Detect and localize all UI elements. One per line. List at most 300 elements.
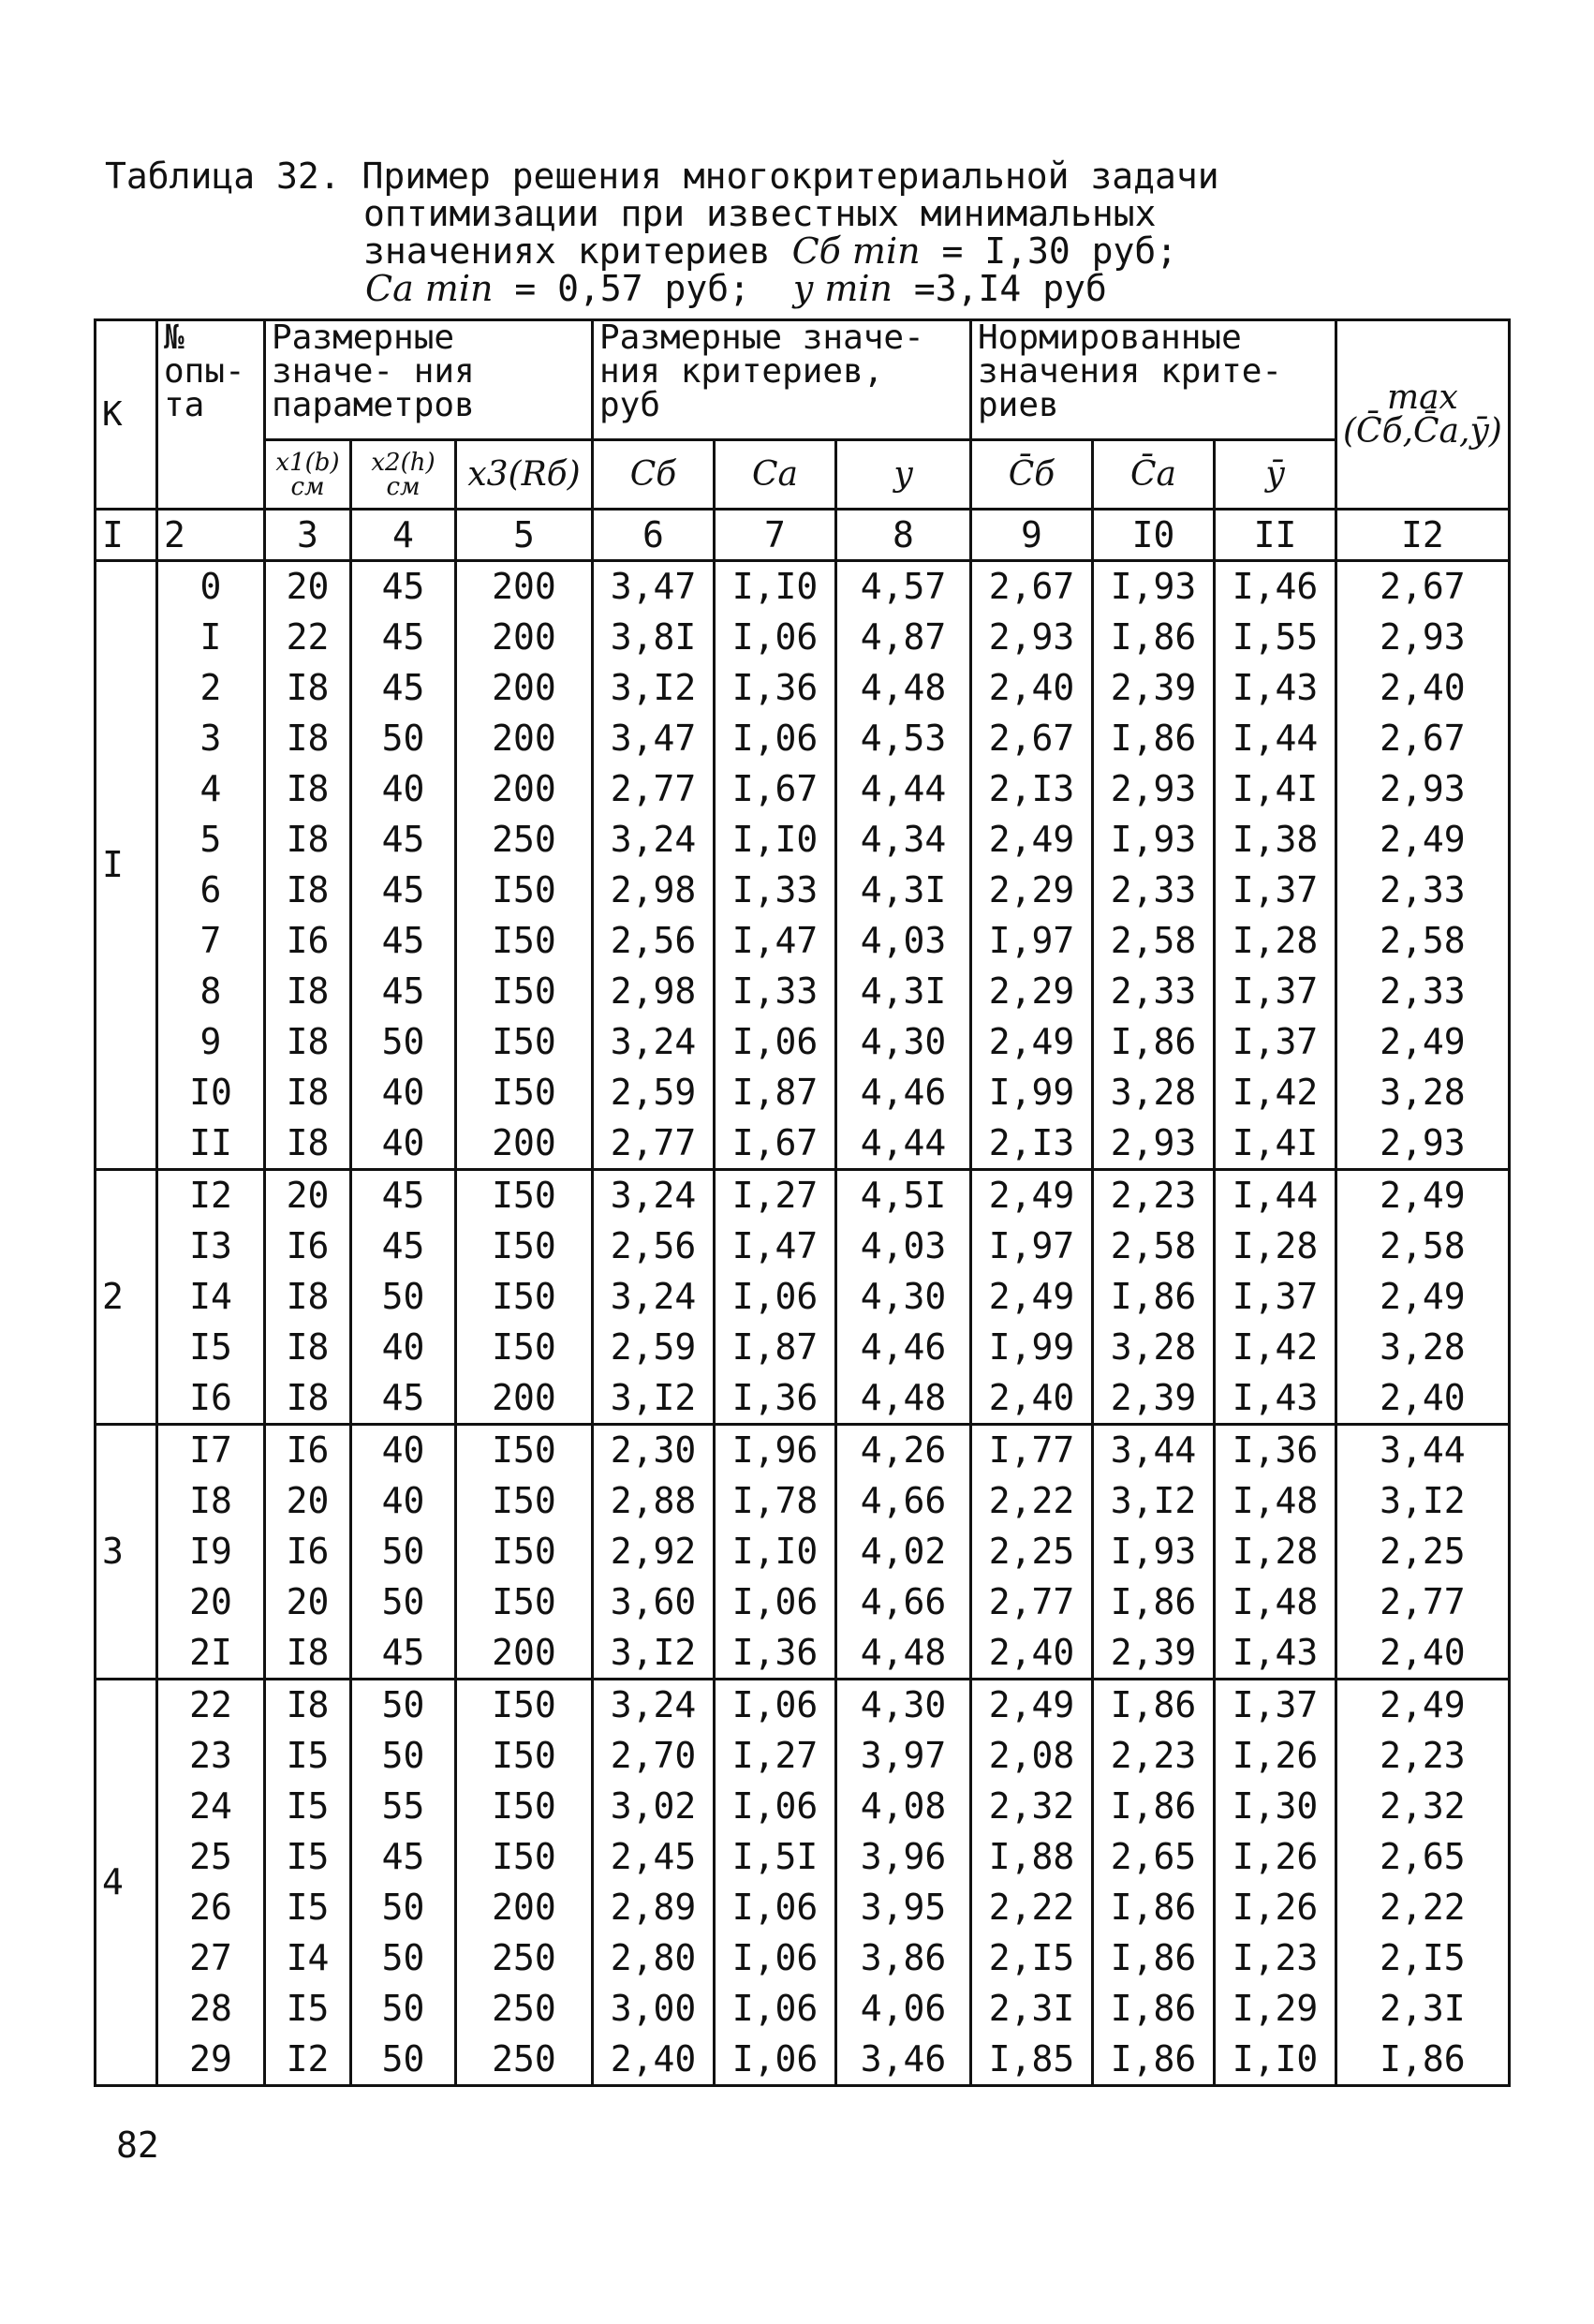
value-cell: 2,40: [1336, 663, 1510, 714]
value-cell: I,78: [715, 1476, 836, 1527]
value-cell: 3,24: [593, 1017, 715, 1068]
table-row: [96, 1782, 1510, 1832]
value-cell: 4,66: [836, 1577, 971, 1628]
value-cell: I,86: [1093, 1272, 1215, 1323]
value-cell: I,4I: [1215, 1118, 1336, 1170]
value-cell: I,85: [971, 2035, 1093, 2086]
value-cell: 2,33: [1093, 967, 1215, 1017]
value-cell: 2,49: [1336, 1272, 1510, 1323]
value-cell: 40: [351, 764, 456, 815]
value-cell: 2,40: [971, 1628, 1093, 1680]
value-cell: 3,96: [836, 1832, 971, 1883]
value-cell: 4,87: [836, 613, 971, 663]
value-cell: I,I0: [715, 561, 836, 613]
value-cell: 2,93: [1093, 764, 1215, 815]
value-cell: 2,33: [1093, 866, 1215, 916]
value-cell: 2,65: [1336, 1832, 1510, 1883]
value-cell: 2,I5: [1336, 1933, 1510, 1984]
col-num: I2: [1336, 510, 1510, 561]
table-row: [96, 561, 1510, 613]
value-cell: I,06: [715, 1933, 836, 1984]
value-cell: I,26: [1215, 1832, 1336, 1883]
value-cell: 45: [351, 1373, 456, 1425]
value-cell: I,44: [1215, 714, 1336, 764]
value-cell: I,I0: [1215, 2035, 1336, 2086]
value-cell: I50: [456, 967, 593, 1017]
value-cell: I,99: [971, 1323, 1093, 1373]
value-cell: 3,44: [1336, 1425, 1510, 1476]
header-k: К: [96, 320, 157, 510]
header-group-params: Размерные значе- ния параметров: [265, 320, 593, 440]
table-row: [96, 1984, 1510, 2035]
value-cell: I,06: [715, 1577, 836, 1628]
value-cell: 4,46: [836, 1068, 971, 1118]
value-cell: 2,93: [1336, 764, 1510, 815]
value-cell: I,27: [715, 1731, 836, 1782]
value-cell: I,06: [715, 613, 836, 663]
value-cell: 200: [456, 561, 593, 613]
exp-number-cell: 28: [157, 1984, 265, 2035]
value-cell: 50: [351, 2035, 456, 2086]
value-cell: I,28: [1215, 1527, 1336, 1577]
table-row: [96, 1272, 1510, 1323]
table-row: [96, 1017, 1510, 1068]
table-row: [96, 1476, 1510, 1527]
value-cell: 4,5I: [836, 1170, 971, 1221]
value-cell: I8: [265, 815, 351, 866]
value-cell: 2,23: [1093, 1731, 1215, 1782]
value-cell: 50: [351, 1527, 456, 1577]
value-cell: 40: [351, 1118, 456, 1170]
value-cell: 4,48: [836, 1373, 971, 1425]
exp-number-cell: 4: [157, 764, 265, 815]
value-cell: 50: [351, 714, 456, 764]
value-cell: 200: [456, 764, 593, 815]
value-cell: 45: [351, 1221, 456, 1272]
table-row: [96, 1832, 1510, 1883]
value-cell: 2,22: [1336, 1883, 1510, 1933]
value-cell: I,36: [715, 1628, 836, 1680]
value-cell: I,86: [1093, 1680, 1215, 1731]
value-cell: 4,03: [836, 1221, 971, 1272]
value-cell: 4,53: [836, 714, 971, 764]
value-cell: 4,03: [836, 916, 971, 967]
value-cell: 2,58: [1336, 916, 1510, 967]
value-cell: 3,44: [1093, 1425, 1215, 1476]
value-cell: 3,24: [593, 815, 715, 866]
value-cell: 250: [456, 2035, 593, 2086]
value-cell: 3,47: [593, 714, 715, 764]
value-cell: I,28: [1215, 1221, 1336, 1272]
value-cell: I,93: [1093, 561, 1215, 613]
value-cell: I,43: [1215, 663, 1336, 714]
value-cell: I6: [265, 1425, 351, 1476]
table-row: [96, 1118, 1510, 1170]
value-cell: I,36: [1215, 1425, 1336, 1476]
value-cell: 3,24: [593, 1272, 715, 1323]
value-cell: 4,06: [836, 1984, 971, 2035]
value-cell: I,87: [715, 1068, 836, 1118]
value-cell: 2,67: [971, 561, 1093, 613]
value-cell: I50: [456, 1425, 593, 1476]
value-cell: 2,33: [1336, 866, 1510, 916]
value-cell: I,28: [1215, 916, 1336, 967]
value-cell: 2,23: [1093, 1170, 1215, 1221]
value-cell: I,33: [715, 967, 836, 1017]
caption-line-4: [105, 270, 1219, 307]
table-row: [96, 764, 1510, 815]
value-cell: I5: [265, 1782, 351, 1832]
value-cell: I,87: [715, 1323, 836, 1373]
value-cell: 2,08: [971, 1731, 1093, 1782]
value-cell: 3,I2: [1336, 1476, 1510, 1527]
header-cb-norm: C̄б: [971, 440, 1093, 510]
value-cell: I,42: [1215, 1068, 1336, 1118]
value-cell: 2,39: [1093, 663, 1215, 714]
value-cell: 2,49: [1336, 1170, 1510, 1221]
value-cell: 2,77: [1336, 1577, 1510, 1628]
value-cell: I50: [456, 1170, 593, 1221]
table-row: [96, 613, 1510, 663]
value-cell: I8: [265, 1068, 351, 1118]
table-row: [96, 866, 1510, 916]
value-cell: 2,58: [1093, 1221, 1215, 1272]
value-cell: 4,48: [836, 1628, 971, 1680]
value-cell: I50: [456, 1782, 593, 1832]
value-cell: 2,25: [1336, 1527, 1510, 1577]
value-cell: I,26: [1215, 1883, 1336, 1933]
value-cell: I50: [456, 1323, 593, 1373]
value-cell: 2,56: [593, 1221, 715, 1272]
value-cell: 45: [351, 663, 456, 714]
value-cell: 3,95: [836, 1883, 971, 1933]
value-cell: 2,40: [1336, 1373, 1510, 1425]
table-row: [96, 916, 1510, 967]
value-cell: I50: [456, 1577, 593, 1628]
value-cell: I,67: [715, 764, 836, 815]
value-cell: 45: [351, 1832, 456, 1883]
table-row: [96, 1883, 1510, 1933]
value-cell: 3,I2: [593, 1628, 715, 1680]
results-table: [94, 318, 1511, 2087]
value-cell: I50: [456, 1017, 593, 1068]
value-cell: I6: [265, 1221, 351, 1272]
exp-number-cell: 7: [157, 916, 265, 967]
value-cell: I8: [265, 967, 351, 1017]
value-cell: 3,02: [593, 1782, 715, 1832]
table-caption: [105, 157, 1219, 307]
value-cell: 45: [351, 815, 456, 866]
col-num: II: [1215, 510, 1336, 561]
col-num: 7: [715, 510, 836, 561]
value-cell: 45: [351, 1170, 456, 1221]
value-cell: 50: [351, 1984, 456, 2035]
exp-number-cell: I9: [157, 1527, 265, 1577]
value-cell: 2,93: [1336, 613, 1510, 663]
value-cell: I,06: [715, 1883, 836, 1933]
value-cell: 2,59: [593, 1068, 715, 1118]
header-cb: Cб: [593, 440, 715, 510]
cb-min-symbol: Cб min: [791, 230, 921, 272]
value-cell: 200: [456, 613, 593, 663]
value-cell: 4,08: [836, 1782, 971, 1832]
header-x3: x3(Rб): [456, 440, 593, 510]
value-cell: I50: [456, 1680, 593, 1731]
value-cell: I,77: [971, 1425, 1093, 1476]
value-cell: I,4I: [1215, 764, 1336, 815]
value-cell: 2,67: [1336, 714, 1510, 764]
header-row-groups: [96, 320, 1510, 440]
value-cell: 2,49: [1336, 1017, 1510, 1068]
value-cell: I4: [265, 1933, 351, 1984]
value-cell: I,86: [1093, 1782, 1215, 1832]
value-cell: I,42: [1215, 1323, 1336, 1373]
value-cell: 2,98: [593, 967, 715, 1017]
value-cell: 50: [351, 1883, 456, 1933]
value-cell: I,06: [715, 714, 836, 764]
value-cell: 2,49: [971, 1017, 1093, 1068]
value-cell: 2,33: [1336, 967, 1510, 1017]
value-cell: I50: [456, 1068, 593, 1118]
value-cell: 2,29: [971, 866, 1093, 916]
value-cell: I,38: [1215, 815, 1336, 866]
value-cell: 4,66: [836, 1476, 971, 1527]
table-row: [96, 1323, 1510, 1373]
value-cell: I,86: [1093, 2035, 1215, 2086]
value-cell: 4,26: [836, 1425, 971, 1476]
value-cell: 4,44: [836, 1118, 971, 1170]
value-cell: I,26: [1215, 1731, 1336, 1782]
value-cell: I8: [265, 714, 351, 764]
value-cell: 2,49: [971, 1170, 1093, 1221]
table-row: [96, 1373, 1510, 1425]
value-cell: 4,02: [836, 1527, 971, 1577]
header-y: y: [836, 440, 971, 510]
value-cell: I8: [265, 764, 351, 815]
exp-number-cell: 25: [157, 1832, 265, 1883]
value-cell: 40: [351, 1068, 456, 1118]
y-min-value: =3,I4 руб: [913, 268, 1107, 309]
value-cell: I8: [265, 1373, 351, 1425]
value-cell: 4,3I: [836, 866, 971, 916]
value-cell: 2,39: [1093, 1373, 1215, 1425]
value-cell: 20: [265, 1476, 351, 1527]
value-cell: 2,65: [1093, 1832, 1215, 1883]
exp-number-cell: 5: [157, 815, 265, 866]
value-cell: 3,47: [593, 561, 715, 613]
value-cell: I8: [265, 1628, 351, 1680]
value-cell: 2,77: [971, 1577, 1093, 1628]
value-cell: 2,22: [971, 1883, 1093, 1933]
value-cell: I50: [456, 1221, 593, 1272]
header-ca-norm: C̄a: [1093, 440, 1215, 510]
value-cell: 2,88: [593, 1476, 715, 1527]
exp-number-cell: I8: [157, 1476, 265, 1527]
col-num: 4: [351, 510, 456, 561]
value-cell: 4,30: [836, 1017, 971, 1068]
value-cell: 45: [351, 613, 456, 663]
value-cell: 250: [456, 1984, 593, 2035]
value-cell: 2,40: [971, 663, 1093, 714]
value-cell: I,86: [1093, 714, 1215, 764]
value-cell: 3,00: [593, 1984, 715, 2035]
exp-number-cell: I2: [157, 1170, 265, 1221]
value-cell: I,36: [715, 663, 836, 714]
table-row: [96, 1577, 1510, 1628]
value-cell: 3,8I: [593, 613, 715, 663]
col-num: 3: [265, 510, 351, 561]
value-cell: 2,32: [1336, 1782, 1510, 1832]
value-cell: 45: [351, 866, 456, 916]
value-cell: I8: [265, 1017, 351, 1068]
table-row: [96, 1628, 1510, 1680]
header-exp-no: № опы- та: [157, 320, 265, 510]
value-cell: 200: [456, 1628, 593, 1680]
exp-number-cell: II: [157, 1118, 265, 1170]
exp-number-cell: 20: [157, 1577, 265, 1628]
y-min-symbol: y min: [792, 268, 893, 309]
value-cell: I,23: [1215, 1933, 1336, 1984]
value-cell: 3,I2: [593, 1373, 715, 1425]
value-cell: 200: [456, 1118, 593, 1170]
exp-number-cell: 8: [157, 967, 265, 1017]
value-cell: 2,49: [1336, 1680, 1510, 1731]
caption-line-3: [105, 232, 1219, 270]
value-cell: I,48: [1215, 1476, 1336, 1527]
value-cell: 2,32: [971, 1782, 1093, 1832]
value-cell: I2: [265, 2035, 351, 2086]
value-cell: I,5I: [715, 1832, 836, 1883]
value-cell: I5: [265, 1832, 351, 1883]
value-cell: 45: [351, 967, 456, 1017]
value-cell: I,99: [971, 1068, 1093, 1118]
value-cell: 3,60: [593, 1577, 715, 1628]
value-cell: I50: [456, 1832, 593, 1883]
value-cell: 3,97: [836, 1731, 971, 1782]
value-cell: 2,77: [593, 764, 715, 815]
value-cell: I,37: [1215, 967, 1336, 1017]
value-cell: 2,40: [1336, 1628, 1510, 1680]
value-cell: I,97: [971, 1221, 1093, 1272]
table-row: [96, 815, 1510, 866]
caption-line-2: оптимизации при известных минимальных: [363, 193, 1157, 234]
value-cell: I8: [265, 1323, 351, 1373]
value-cell: 4,30: [836, 1272, 971, 1323]
value-cell: I,06: [715, 1680, 836, 1731]
exp-number-cell: 23: [157, 1731, 265, 1782]
exp-number-cell: 6: [157, 866, 265, 916]
table-row: [96, 663, 1510, 714]
table-row: [96, 1527, 1510, 1577]
value-cell: 2,93: [1093, 1118, 1215, 1170]
value-cell: 200: [456, 1373, 593, 1425]
value-cell: 3,I2: [1093, 1476, 1215, 1527]
value-cell: 2,22: [971, 1476, 1093, 1527]
value-cell: 4,57: [836, 561, 971, 613]
value-cell: I,93: [1093, 1527, 1215, 1577]
page-number: 82: [116, 2124, 159, 2166]
value-cell: 2,40: [593, 2035, 715, 2086]
group-k-cell: 2: [96, 1170, 157, 1425]
value-cell: I,93: [1093, 815, 1215, 866]
value-cell: I,86: [1093, 1577, 1215, 1628]
col-num: I0: [1093, 510, 1215, 561]
value-cell: I50: [456, 1527, 593, 1577]
exp-number-cell: 9: [157, 1017, 265, 1068]
header-max: max (C̄б,C̄a,ȳ): [1336, 320, 1510, 510]
col-num: 6: [593, 510, 715, 561]
value-cell: 3,28: [1093, 1068, 1215, 1118]
value-cell: 40: [351, 1323, 456, 1373]
value-cell: 2,I3: [971, 764, 1093, 815]
value-cell: I8: [265, 1680, 351, 1731]
value-cell: I,33: [715, 866, 836, 916]
caption-line-3-text: значениях критериев: [363, 230, 771, 272]
value-cell: 2,67: [1336, 561, 1510, 613]
column-number-row: [96, 510, 1510, 561]
group-k-cell: 4: [96, 1680, 157, 2086]
value-cell: I,96: [715, 1425, 836, 1476]
header-x2: x2(h) см: [351, 440, 456, 510]
value-cell: I,46: [1215, 561, 1336, 613]
value-cell: 250: [456, 1933, 593, 1984]
value-cell: 2,I3: [971, 1118, 1093, 1170]
value-cell: 2,40: [971, 1373, 1093, 1425]
table-row: [96, 1221, 1510, 1272]
value-cell: 50: [351, 1731, 456, 1782]
value-cell: 2,56: [593, 916, 715, 967]
value-cell: I,88: [971, 1832, 1093, 1883]
value-cell: 3,46: [836, 2035, 971, 2086]
value-cell: I,47: [715, 916, 836, 967]
value-cell: I,55: [1215, 613, 1336, 663]
value-cell: I50: [456, 1272, 593, 1323]
value-cell: 2,3I: [1336, 1984, 1510, 2035]
value-cell: I,44: [1215, 1170, 1336, 1221]
value-cell: I6: [265, 916, 351, 967]
col-num: 9: [971, 510, 1093, 561]
value-cell: 2,58: [1336, 1221, 1510, 1272]
value-cell: I,06: [715, 1782, 836, 1832]
value-cell: I,48: [1215, 1577, 1336, 1628]
value-cell: 2,92: [593, 1527, 715, 1577]
value-cell: I5: [265, 1731, 351, 1782]
exp-number-cell: I6: [157, 1373, 265, 1425]
value-cell: 40: [351, 1425, 456, 1476]
exp-number-cell: I0: [157, 1068, 265, 1118]
value-cell: I50: [456, 1476, 593, 1527]
value-cell: 55: [351, 1782, 456, 1832]
exp-number-cell: 2I: [157, 1628, 265, 1680]
value-cell: I6: [265, 1527, 351, 1577]
value-cell: I50: [456, 1731, 593, 1782]
header-y-norm: ȳ: [1215, 440, 1336, 510]
table-row: [96, 1068, 1510, 1118]
value-cell: I,67: [715, 1118, 836, 1170]
value-cell: I8: [265, 1272, 351, 1323]
value-cell: I50: [456, 866, 593, 916]
ca-min-value: = 0,57 руб;: [514, 268, 751, 309]
value-cell: I,06: [715, 1017, 836, 1068]
value-cell: 4,34: [836, 815, 971, 866]
table-row: [96, 967, 1510, 1017]
value-cell: 40: [351, 1476, 456, 1527]
value-cell: 2,98: [593, 866, 715, 916]
col-num: I: [96, 510, 157, 561]
header-row-symbols: [96, 440, 1510, 510]
value-cell: 2,23: [1336, 1731, 1510, 1782]
value-cell: 2,29: [971, 967, 1093, 1017]
